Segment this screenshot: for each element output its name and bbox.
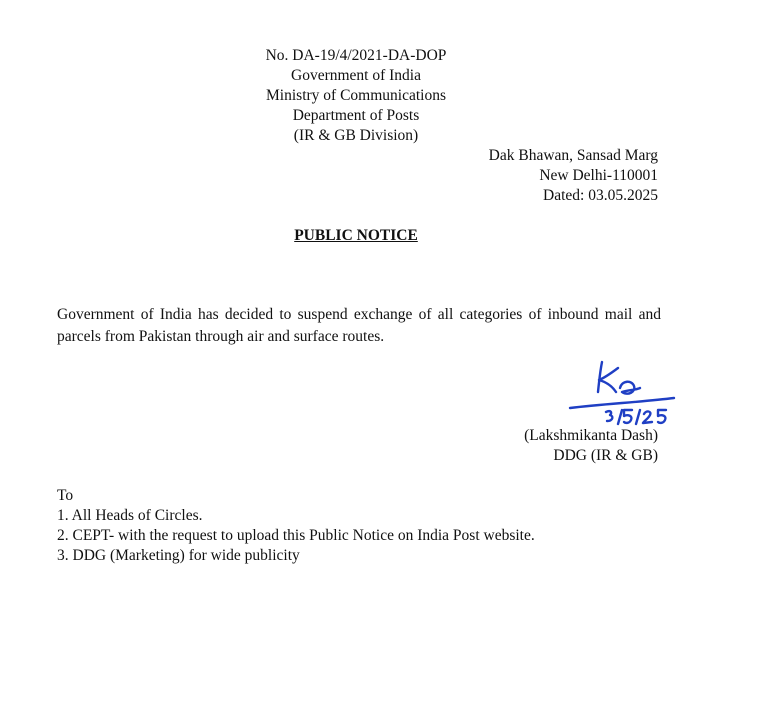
department-name: Department of Posts bbox=[292, 107, 420, 124]
signatory-block bbox=[524, 426, 658, 466]
address-line-1: Dak Bhawan, Sansad Marg bbox=[488, 147, 658, 164]
signatory-designation: DDG (IR & GB) bbox=[553, 447, 658, 464]
notice-body: Government of India has decided to suspend exchange of all categories of inbound mail and parcels from Pakistan through air and surface routes. bbox=[57, 306, 661, 345]
distribution-item: 2. CEPT- with the request to upload this Public Notice on India Post website. bbox=[57, 527, 535, 544]
reference-number: No. DA-19/4/2021-DA-DOP bbox=[265, 47, 447, 64]
issue-date: Dated: 03.05.2025 bbox=[543, 187, 658, 204]
handwritten-signature-icon bbox=[562, 358, 678, 432]
distribution-item: 3. DDG (Marketing) for wide publicity bbox=[57, 547, 300, 564]
signatory-name: (Lakshmikanta Dash) bbox=[524, 427, 658, 444]
address-block bbox=[489, 146, 658, 206]
government-name: Government of India bbox=[291, 67, 421, 84]
letterhead bbox=[256, 46, 456, 146]
address-line-2: New Delhi-110001 bbox=[539, 167, 658, 184]
ministry-name: Ministry of Communications bbox=[266, 87, 446, 104]
division-name: (IR & GB Division) bbox=[293, 127, 419, 144]
notice-title: PUBLIC NOTICE bbox=[294, 227, 418, 244]
distribution-item: 1. All Heads of Circles. bbox=[57, 507, 203, 524]
distribution-list bbox=[57, 486, 535, 566]
to-label: To bbox=[57, 487, 74, 504]
